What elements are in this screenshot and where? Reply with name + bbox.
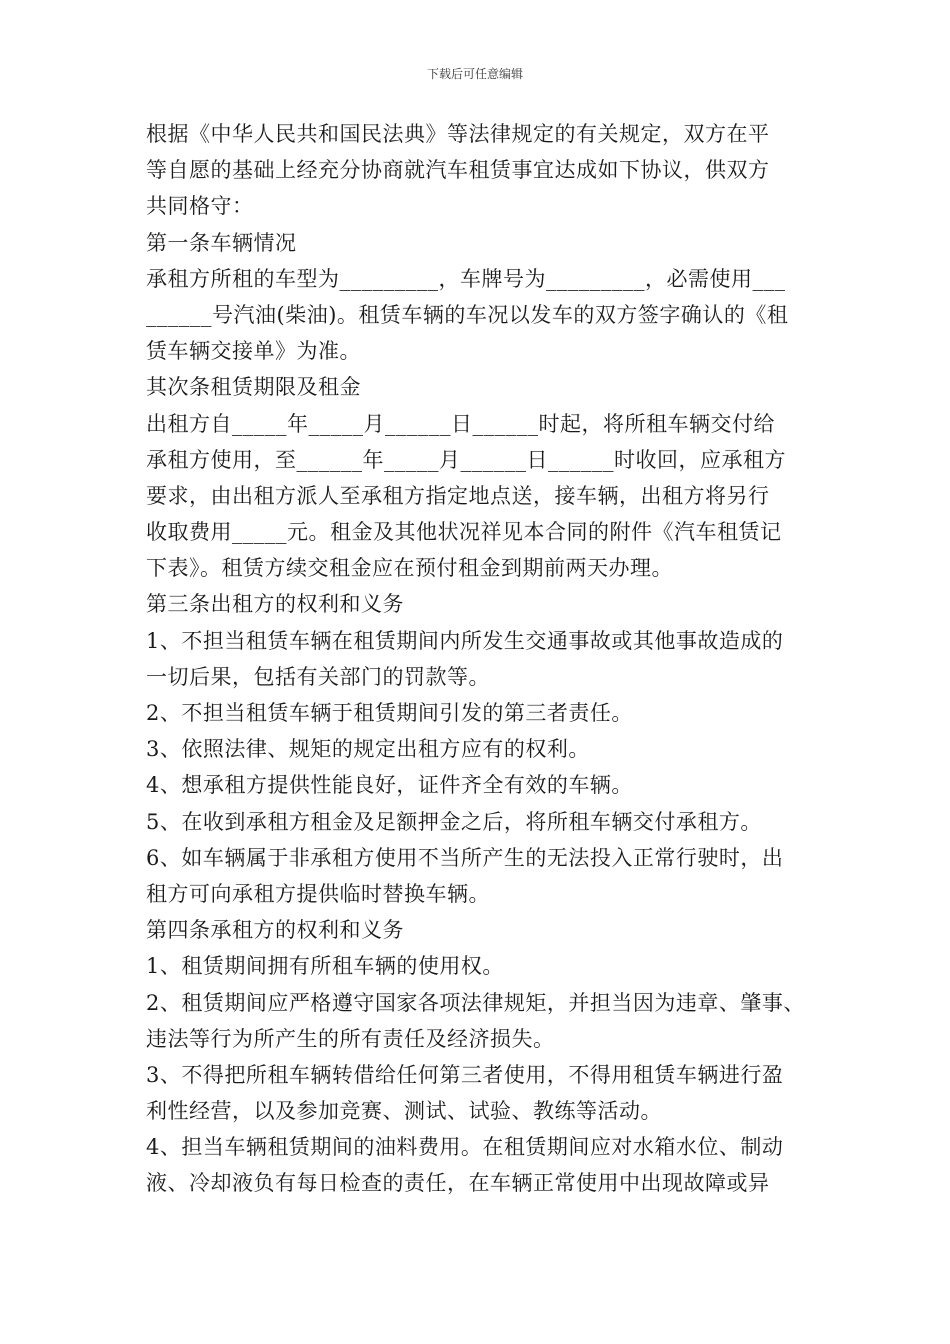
list-item: 液、冷却液负有每日检查的责任，在车辆正常使用中出现故障或异	[146, 1171, 770, 1196]
paragraph-line: 承租方使用，至______年_____月______日______时收回，应承租方	[146, 447, 786, 472]
paragraph-line: 赁车辆交接单》为准。	[146, 339, 361, 364]
list-item: 1、不担当租赁车辆在租赁期间内所发生交通事故或其他事故造成的	[146, 628, 784, 653]
paragraph-line: 出租方自_____年_____月______日______时起，将所租车辆交付给	[146, 411, 775, 436]
paragraph-line: 下表》。租赁方续交租金应在预付租金到期前两天办理。	[146, 556, 673, 581]
paragraph-line: 要求，由出租方派人至承租方指定地点送，接车辆，出租方将另行	[146, 483, 770, 508]
list-item: 利性经营，以及参加竞赛、测试、试验、教练等活动。	[146, 1099, 662, 1124]
article-heading: 第三条出租方的权利和义务	[146, 592, 404, 617]
document-body	[146, 116, 814, 1202]
article-heading: 第一条车辆情况	[146, 230, 297, 255]
list-item: 一切后果，包括有关部门的罚款等。	[146, 664, 490, 689]
list-item: 2、不担当租赁车辆于租赁期间引发的第三者责任。	[146, 701, 633, 725]
list-item: 4、担当车辆租赁期间的油料费用。在租赁期间应对水箱水位、制动	[146, 1135, 784, 1160]
list-item: 租方可向承租方提供临时替换车辆。	[146, 881, 490, 906]
paragraph-line: 根据《中华人民共和国民法典》等法律规定的有关规定，双方在平	[146, 122, 770, 146]
list-item: 5、在收到承租方租金及足额押金之后，将所租车辆交付承租方。	[146, 809, 762, 834]
list-item: 违法等行为所产生的所有责任及经济损失。	[146, 1026, 555, 1051]
list-item: 4、想承租方提供性能良好，证件齐全有效的车辆。	[146, 773, 633, 798]
list-item: 3、依照法律、规矩的规定出租方应有的权利。	[146, 737, 590, 762]
list-item: 2、租赁期间应严格遵守国家各项法律规矩，并担当因为违章、肇事、	[146, 990, 805, 1015]
page-header-note: 下载后可任意编辑	[426, 67, 523, 81]
list-item: 6、如车辆属于非承租方使用不当所产生的无法投入正常行驶时，出	[146, 845, 784, 870]
paragraph-line: 收取费用_____元。租金及其他状况祥见本合同的附件《汽车租赁记	[146, 520, 782, 545]
paragraph-line: 共同格守：	[146, 194, 254, 219]
list-item: 1、租赁期间拥有所租车辆的使用权。	[146, 954, 504, 979]
article-heading: 第四条承租方的权利和义务	[146, 918, 404, 943]
paragraph-line: ______号汽油(柴油)。租赁车辆的车况以发车的双方签字确认的《租	[146, 302, 789, 327]
paragraph-line: 承租方所租的车型为_________，车牌号为_________，必需使用___	[146, 266, 786, 291]
article-heading: 其次条租赁期限及租金	[146, 375, 361, 400]
paragraph-line: 等自愿的基础上经充分协商就汽车租赁事宜达成如下协议，供双方	[146, 158, 770, 183]
list-item: 3、不得把所租车辆转借给任何第三者使用，不得用租赁车辆进行盈	[146, 1062, 784, 1087]
